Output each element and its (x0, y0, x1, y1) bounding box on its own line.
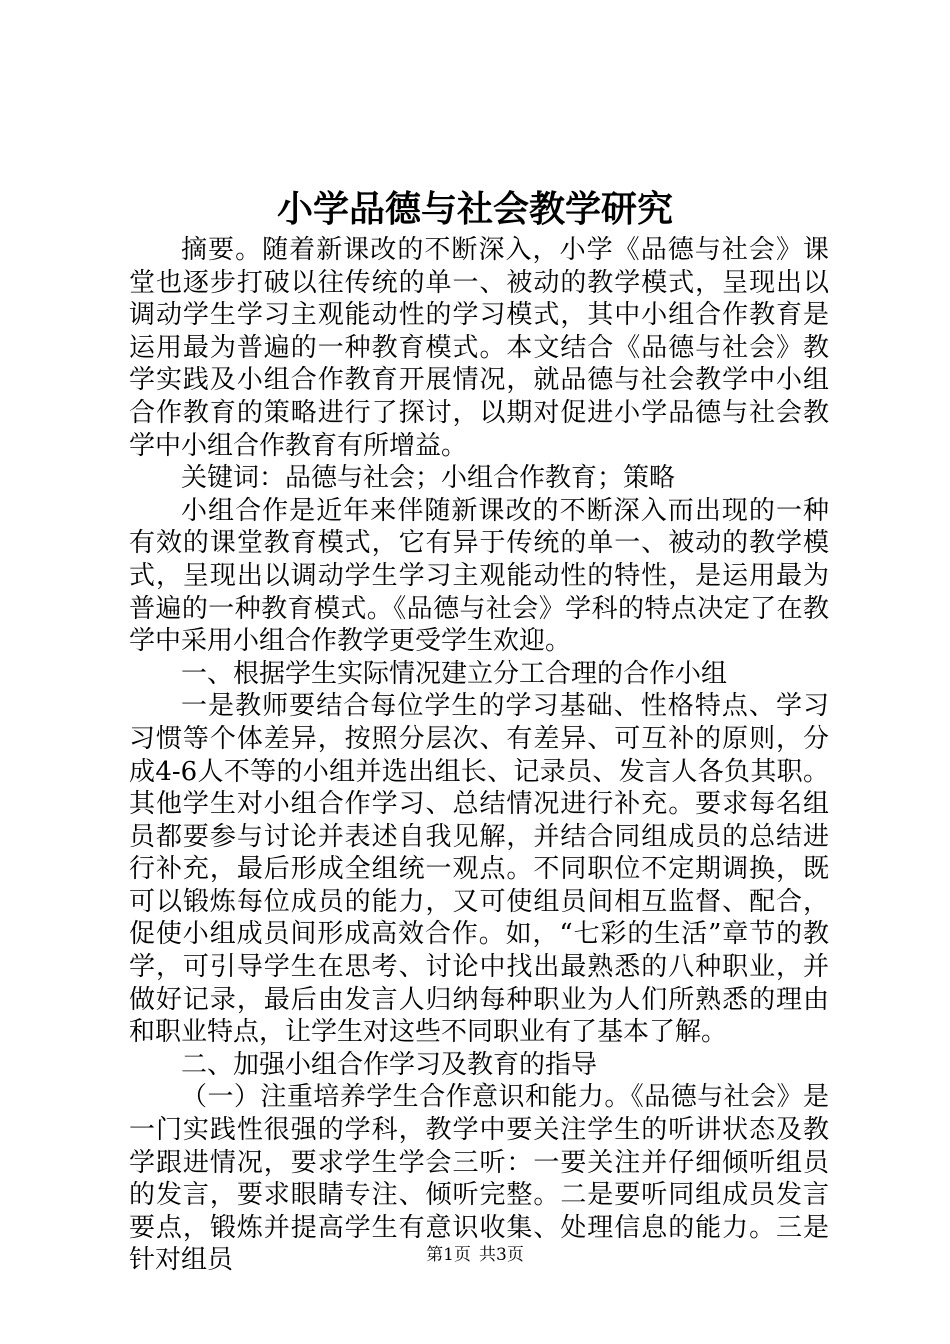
document-body (129, 234, 829, 1277)
section-2-paragraph: （一）注重培养学生合作意识和能力。《品德与社会》是一门实践性很强的学科，教学中要关注学生的听讲状态及教学跟进情况，要求学生学会三听：一要关注并仔细倾听组员的发言，要求眼睛专注、倾听完整。二是要听同组成员发言要点，锻炼并提高学生有意识收集、处理信息的能力。三是针对组员 (129, 1082, 829, 1276)
keywords-paragraph: 关键词：品德与社会；小组合作教育；策略 (181, 463, 676, 494)
abstract-paragraph: 摘要。随着新课改的不断深入，小学《品德与社会》课堂也逐步打破以往传统的单一、被动的教学模式，呈现出以调动学生学习主观能动性的学习模式，其中小组合作教育是运用最为普遍的一种教育模式。本文结合《品德与社会》教学实践及小组合作教育开展情况，就品德与社会教学中小组合作教育的策略进行了探讨，以期对促进小学品德与社会教学中小组合作教育有所增益。 (129, 235, 829, 461)
section-1-paragraph: 一是教师要结合每位学生的学习基础、性格特点、学习习惯等个体差异，按照分层次、有差异、可互补的原则，分成4-6人不等的小组并选出组长、记录员、发言人各负其职。其他学生对小组合作学习、总结情况进行补充。要求每名组员都要参与讨论并表述自我见解，并结合同组成员的总结进行补充，最后形成全组统一观点。不同职位不定期调换，既可以锻炼每位成员的能力，又可使组员间相互监督、配合，促使小组成员间形成高效合作。如，“七彩的生活”章节的教学，可引导学生在思考、讨论中找出最熟悉的八种职业，并做好记录，最后由发言人归纳每种职业为人们所熟悉的理由和职业特点，让学生对这些不同职业有了基本了解。 (129, 691, 829, 1048)
page-number: 第1页 (426, 1245, 471, 1265)
page-footer (0, 1244, 950, 1266)
document-title: 小学品德与社会教学研究 (276, 188, 673, 230)
section-heading-1: 一、根据学生实际情况建立分工合理的合作小组 (181, 658, 728, 689)
intro-paragraph: 小组合作是近年来伴随新课改的不断深入而出现的一种有效的课堂教育模式，它有异于传统的单一、被动的教学模式，呈现出以调动学生学习主观能动性的特性，是运用最为普遍的一种教育模式。《品德与社会》学科的特点决定了在教学中采用小组合作教学更受学生欢迎。 (129, 495, 829, 657)
section-heading-2: 二、加强小组合作学习及教育的指导 (181, 1049, 598, 1080)
page-total: 共3页 (479, 1245, 524, 1265)
